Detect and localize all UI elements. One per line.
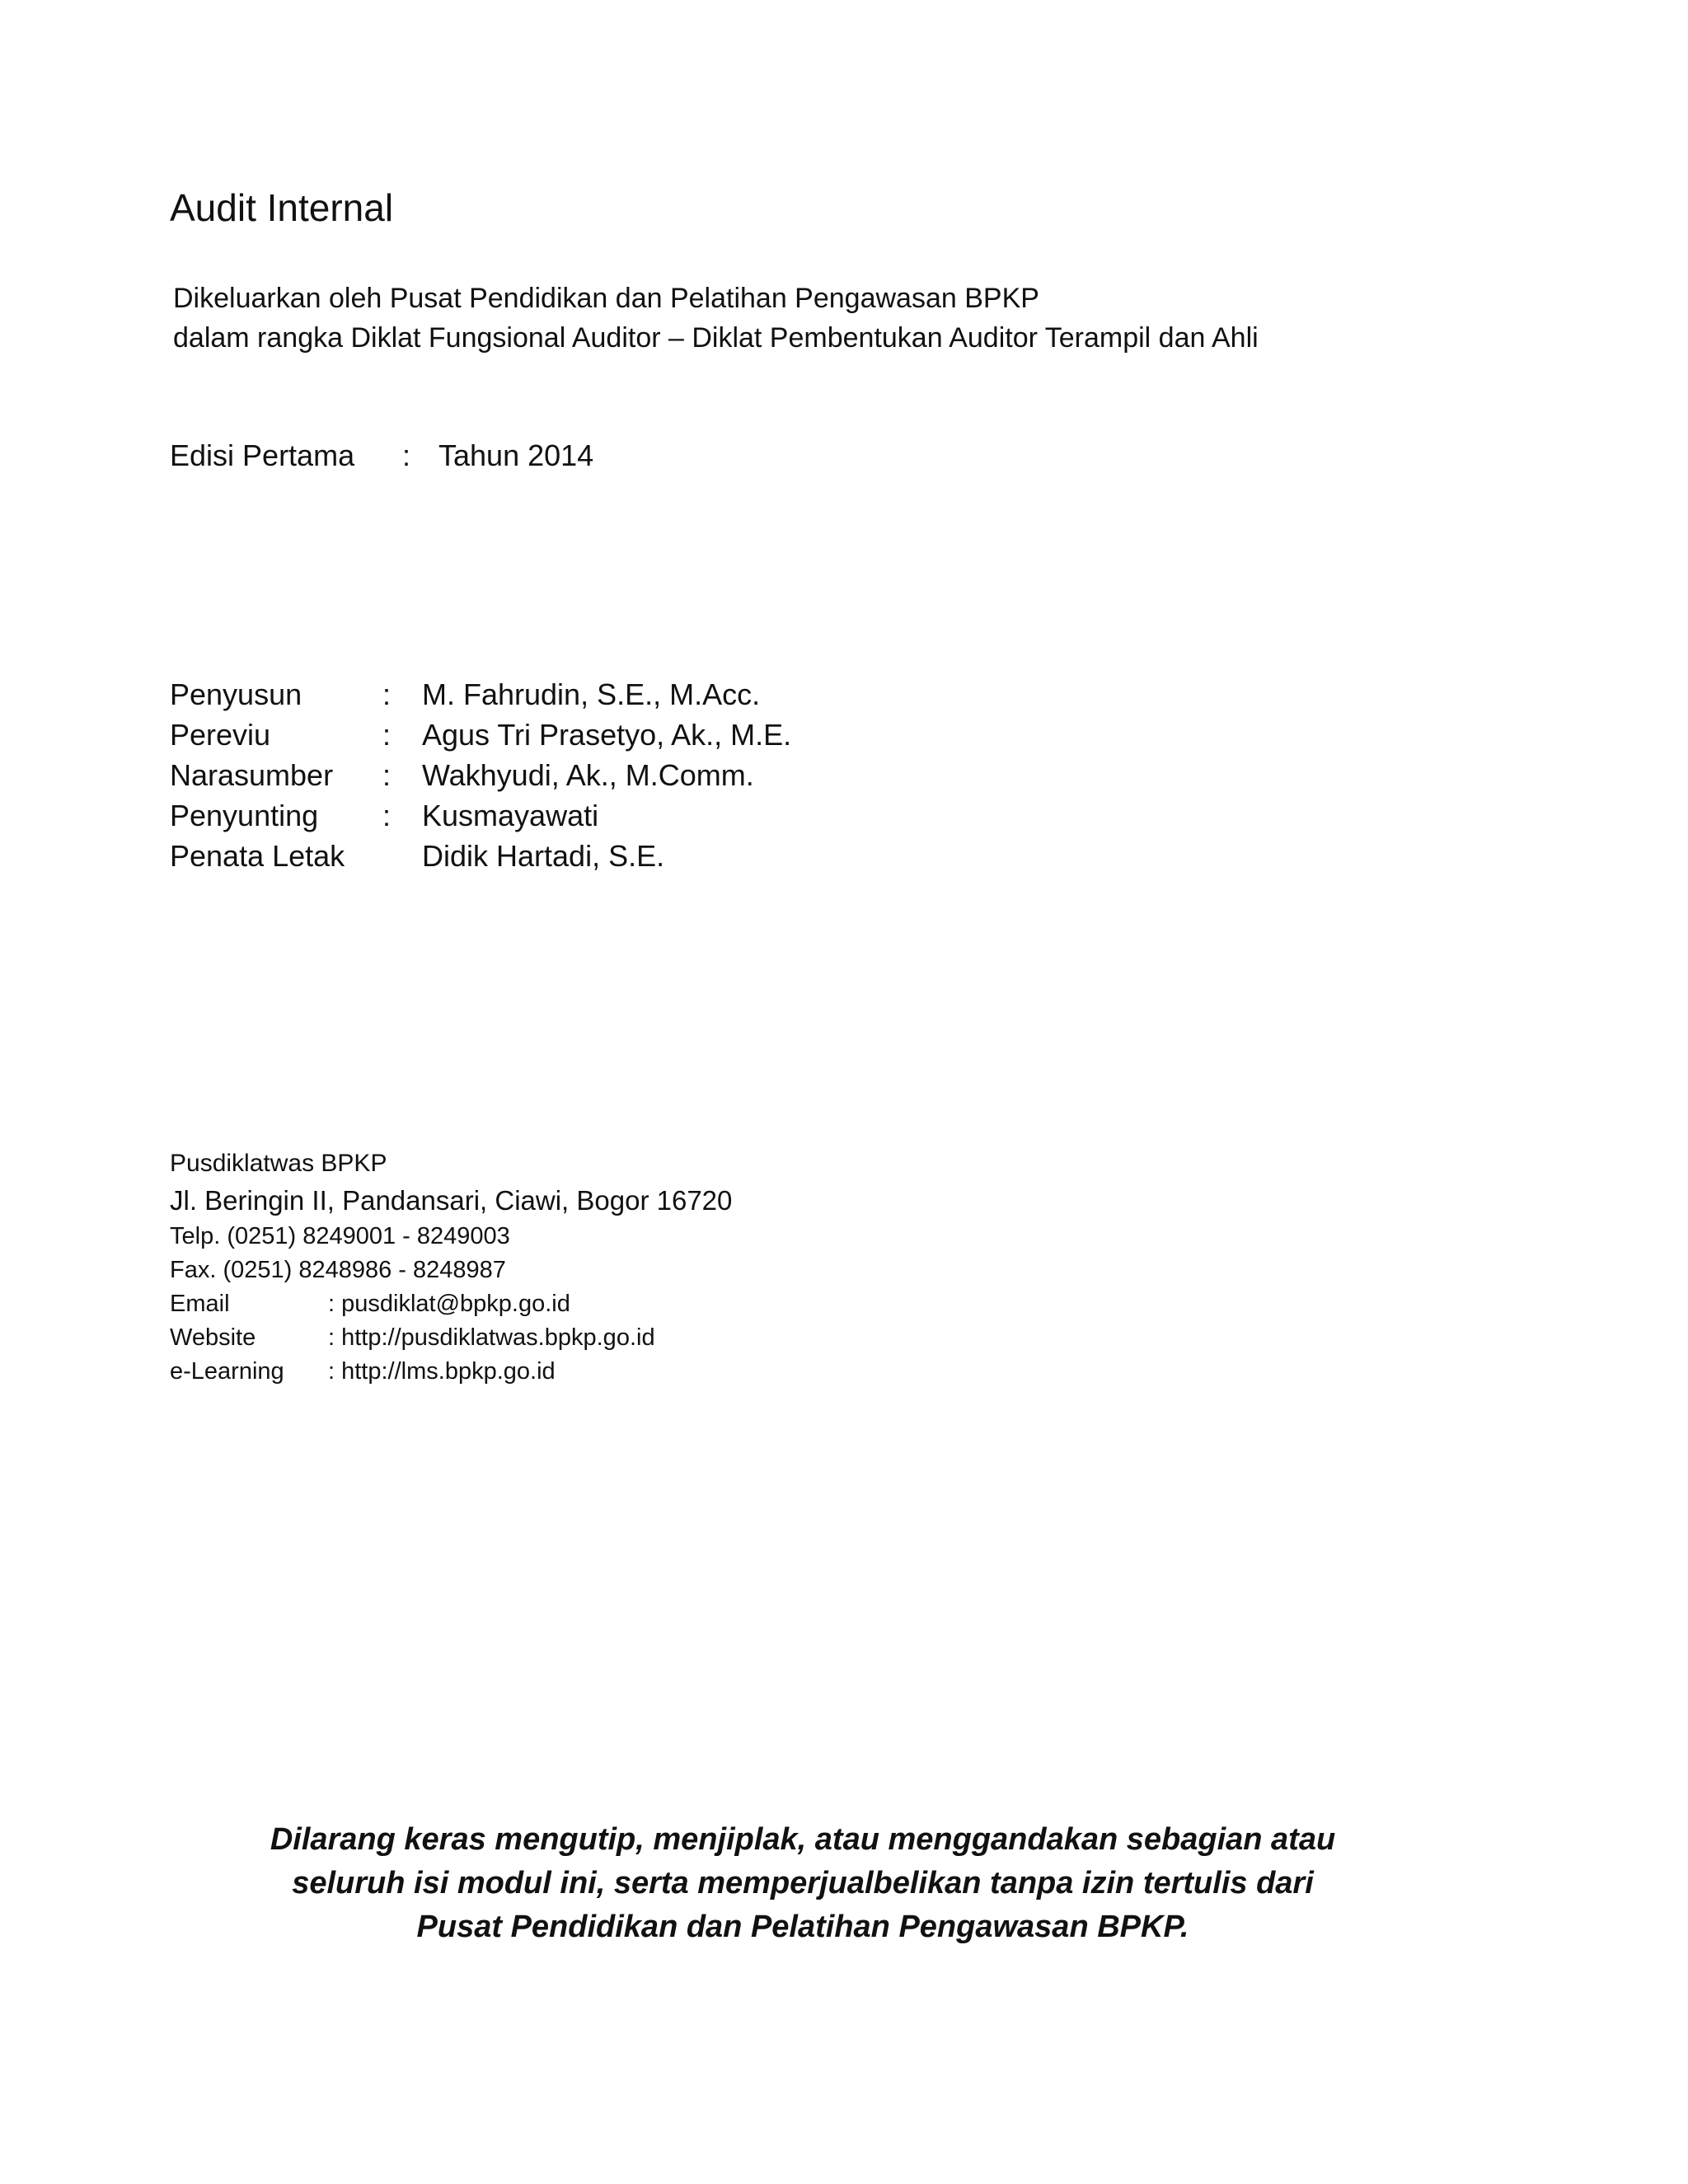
- edition-value: Tahun 2014: [438, 438, 594, 472]
- document-title: Audit Internal: [170, 186, 394, 229]
- warning-line-1: Dilarang keras mengutip, menjiplak, atau menggandakan sebagian atau: [270, 1822, 1336, 1857]
- issuer-line-2: dalam rangka Diklat Fungsional Auditor – Diklat Pembentukan Auditor Terampil dan Ahli: [173, 322, 1259, 354]
- contact-label: e-Learning: [170, 1358, 284, 1385]
- edition-colon: :: [402, 438, 411, 472]
- credit-colon: :: [382, 677, 392, 711]
- publisher-phone: Telp. (0251) 8249001 - 8249003: [170, 1223, 510, 1249]
- contact-value: : pusdiklat@bpkp.go.id: [328, 1291, 570, 1317]
- publisher-address: [170, 1146, 912, 1389]
- credit-row: [170, 795, 912, 836]
- edition-label: Edisi Pertama: [170, 438, 355, 472]
- credit-colon: :: [382, 758, 392, 792]
- publisher-street: Jl. Beringin II, Pandansari, Ciawi, Bogor 16720: [170, 1185, 733, 1216]
- contact-value: : http://pusdiklatwas.bpkp.go.id: [328, 1324, 655, 1351]
- credit-colon: :: [382, 718, 392, 752]
- credit-label: Penata Letak: [170, 839, 345, 873]
- contact-label: Website: [170, 1324, 256, 1351]
- credit-value: Agus Tri Prasetyo, Ak., M.E.: [422, 718, 792, 752]
- contact-label: Email: [170, 1291, 230, 1317]
- contact-row-email: [170, 1287, 912, 1321]
- credit-row: [170, 755, 912, 795]
- credit-value: Didik Hartadi, S.E.: [422, 839, 665, 873]
- credits-list: [170, 674, 912, 876]
- publisher-name: Pusdiklatwas BPKP: [170, 1150, 387, 1177]
- credit-row: [170, 836, 912, 876]
- credit-row: [170, 715, 912, 755]
- credit-colon: :: [382, 799, 392, 832]
- credit-label: Penyunting: [170, 799, 319, 832]
- contact-row-website: [170, 1321, 912, 1355]
- copyright-warning: [190, 1818, 1416, 1949]
- credit-row: [170, 674, 912, 715]
- credit-value: M. Fahrudin, S.E., M.Acc.: [422, 677, 761, 711]
- credit-label: Narasumber: [170, 758, 334, 792]
- credit-value: Wakhyudi, Ak., M.Comm.: [422, 758, 754, 792]
- credit-label: Pereviu: [170, 718, 271, 752]
- credit-label: Penyusun: [170, 677, 302, 711]
- contact-row-elearning: [170, 1355, 912, 1389]
- issuer-line-1: Dikeluarkan oleh Pusat Pendidikan dan Pelatihan Pengawasan BPKP: [173, 283, 1039, 314]
- publisher-fax: Fax. (0251) 8248986 - 8248987: [170, 1257, 506, 1283]
- warning-line-2: seluruh isi modul ini, serta memperjualbelikan tanpa izin tertulis dari: [292, 1866, 1314, 1900]
- warning-line-3: Pusat Pendidikan dan Pelatihan Pengawasan BPKP.: [416, 1910, 1189, 1944]
- issuer-statement: [173, 279, 1259, 358]
- credit-value: Kusmayawati: [422, 799, 599, 832]
- contact-value: : http://lms.bpkp.go.id: [328, 1358, 556, 1385]
